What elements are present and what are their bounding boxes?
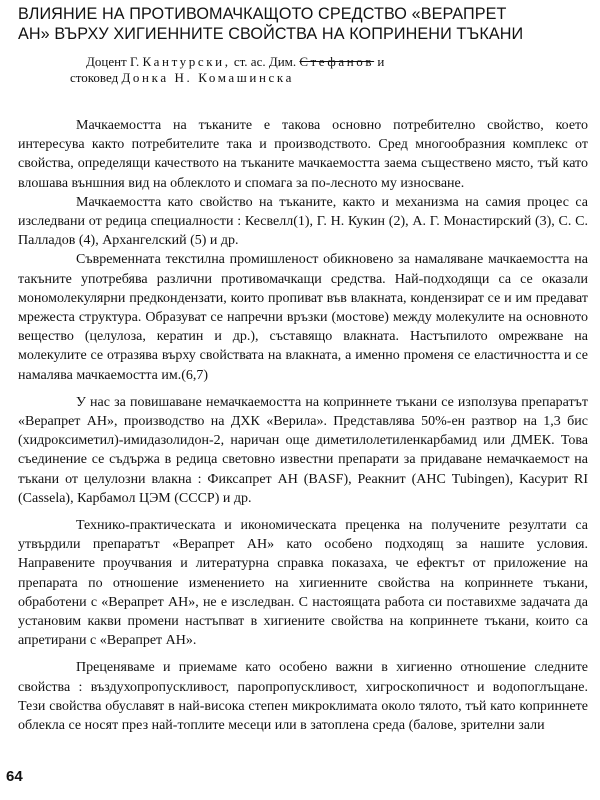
author-line-1 xyxy=(18,54,588,70)
paragraph: Мачкаемостта на тъканите е такова основно потребително свойство, което интересува както потребителите така и производството. Сред многообразния комплекс от свойства, определящи качеството на тъканите мачкаемостта заема съществено място, тъй като влошава външния вид на облеклото и спомага за по-лесното му износване. xyxy=(18,118,588,191)
article-title xyxy=(18,4,588,44)
author-role: стоковед xyxy=(70,70,119,85)
paragraph: У нас за повишаване немачкаемостта на коприннете тъкани се използува препаратът «Верапрет АН», производство на ДХК «Верила». Представлява 50%-ен разтвор на 1,3 бис (хидроксиметил)-имидазолидон-2, наричан още диметилолетиленкарбамид или ДМЕК. Това съединение се съдържа в редица световно известни препарати за придаване немачкаемост на тъкани от целулозни влакна : Фиксапрет АН (BASF), Реакнит (АНС Tubingen), Касурит RI (Cassela), Карбамол ЦЭМ (СССР) и др. xyxy=(18,394,588,506)
author-name: Кантурски, xyxy=(142,54,231,69)
author-list xyxy=(18,54,588,86)
paragraph: Мачкаемостта като свойство на тъканите, както и механизма на самия процес са изследвани от редица специалности : Кесвелл(1), Г. Н. Кукин (2), А. Г. Монастирский (3), С. С. Палладов (4), Архангелский (5) и др. xyxy=(18,194,588,249)
author-conjunction: и xyxy=(377,54,385,69)
title-line-1: ВЛИЯНИЕ НА ПРОТИВОМАЧКАЩОТО СРЕДСТВО «ВЕРАПРЕТ xyxy=(18,5,507,23)
paragraph: Преценяваме и приемаме като особено важни в хигиенно отношение следните свойства : въздухопропускливост, паропропускливост, хигроскопичност и водопоглъщане. Тези свойства обуславят в най-висока степен микроклимата около тялото, тъй като коприннете облекла се носят през най-топлите месеци или в затоплена среда (балове, зрителни зали xyxy=(18,660,588,734)
article-body xyxy=(18,116,588,735)
title-line-2: АН» ВЪРХУ ХИГИЕННИТЕ СВОЙСТВА НА КОПРИНЕНИ ТЪКАНИ xyxy=(18,25,524,43)
page-number: 64 xyxy=(6,768,23,785)
author-name: Донка Н. Комашинска xyxy=(121,70,294,85)
author-role: Доцент Г. xyxy=(86,54,140,69)
author-name: Стефанов xyxy=(299,54,375,69)
paragraph: Технико-практическата и икономическата преценка на получените резултати са утвърдили препаратът «Верапрет АН» като особено подходящ за нашите условия. Направените проучвания и литературна справка показаха, че ефектът от приложение на препарата по отношение изменението на хигиенните свойства на коприннете тъкани, обработени с «Верапрет АН», не е изследван. С настоящата работа си поставихме задачата да установим какви промени настъпват в хигиените свойства на коприннете тъкани, които са апретирани с «Верапрет АН». xyxy=(18,518,588,649)
author-line-2 xyxy=(18,70,588,86)
paragraph: Съвременната текстилна промишленост обикновено за намаляване мачкаемостта на такъните употребява различни противомачкащи средства. Най-подходящи са се оказали мономолекулярни предкондензати, които пропиват във влакната, кондензират се и им предават мрежеста структура. Образуват се напречни връзки (мостове) между молекулите на основното вещество (целулоза, кератин и др.), съставящо влакната. Настъпилото омрежване на молекулите се отразява върху свойствата на влакната, а именно променя се еластичността и се намалява мачкаемостта им.(6,7) xyxy=(18,252,588,383)
author-role: ст. ас. Дим. xyxy=(233,54,297,69)
